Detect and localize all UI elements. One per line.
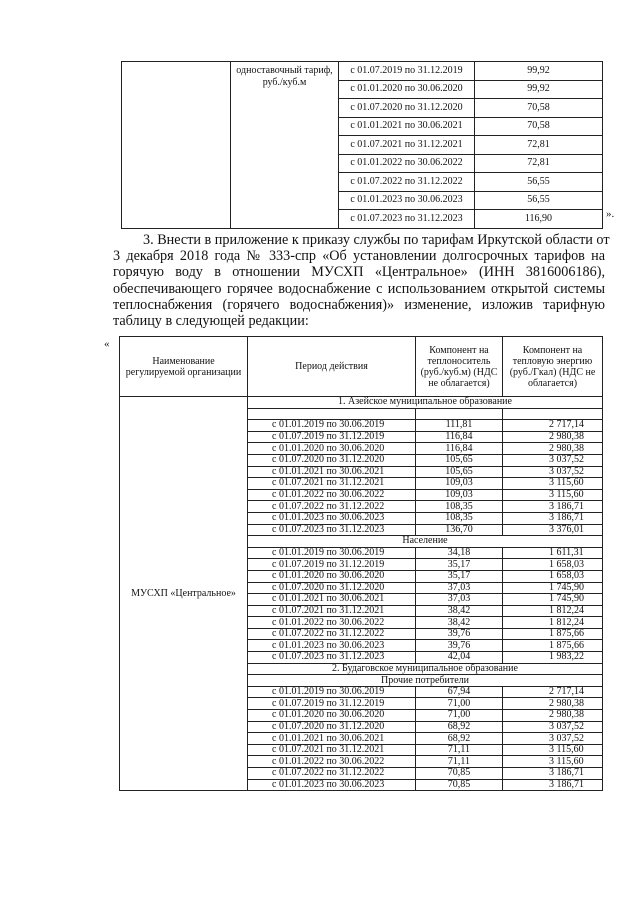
coolant-component-cell: 116,84 [416,431,503,443]
period-cell: с 01.07.2020 по 31.12.2020 [339,99,475,118]
tariff-value-cell: 70,58 [475,99,603,118]
header-comp2: Компонент на тепловую энергию (руб./Гкал) (НДС не облагается) [503,337,603,397]
period-cell: с 01.07.2022 по 31.12.2022 [248,768,416,780]
coolant-component-cell: 38,42 [416,617,503,629]
period-cell: с 01.07.2023 по 31.12.2023 [339,210,475,229]
coolant-component-cell: 71,00 [416,710,503,722]
tariff-value-cell: 72,81 [475,136,603,155]
closing-quote: ». [606,208,615,220]
heat-component-cell: 3 115,60 [503,756,603,768]
period-cell: с 01.07.2020 по 31.12.2020 [248,454,416,466]
heat-component-cell: 2 717,14 [503,420,603,432]
header-period: Период действия [248,337,416,397]
header-row [120,337,603,397]
period-cell: с 01.07.2022 по 31.12.2022 [339,173,475,192]
organization-name: МУСХП «Центральное» [120,397,248,791]
heat-component-cell: 1 745,90 [503,582,603,594]
heat-component-cell: 1 812,24 [503,617,603,629]
coolant-component-cell: 67,94 [416,686,503,698]
period-cell: с 01.07.2022 по 31.12.2022 [248,628,416,640]
heat-component-cell: 1 745,90 [503,594,603,606]
period-cell: с 01.07.2021 по 31.12.2021 [248,744,416,756]
heat-component-cell: 1 875,66 [503,628,603,640]
period-cell: с 01.07.2021 по 31.12.2021 [339,136,475,155]
heat-component-cell: 3 186,71 [503,779,603,791]
heat-component-cell: 2 717,14 [503,686,603,698]
heat-component-cell: 1 611,31 [503,547,603,559]
section-label: Население [248,536,603,548]
paragraph-line: теплоснабжения (горячего водоснабжения)» изменение, изложив тарифную [113,296,605,313]
period-cell: с 01.07.2023 по 31.12.2023 [248,652,416,664]
coolant-component-cell: 68,92 [416,721,503,733]
period-cell: с 01.01.2019 по 30.06.2019 [248,420,416,432]
heat-component-cell: 2 980,38 [503,710,603,722]
coolant-component-cell: 70,85 [416,768,503,780]
coolant-component-cell: 34,18 [416,547,503,559]
tariff-value-cell: 70,58 [475,117,603,136]
period-cell: с 01.01.2019 по 30.06.2019 [248,686,416,698]
period-cell: с 01.07.2020 по 31.12.2020 [248,721,416,733]
period-cell: с 01.07.2023 по 31.12.2023 [248,524,416,536]
heat-component-cell: 3 115,60 [503,478,603,490]
heat-component-cell: 3 037,52 [503,454,603,466]
coolant-component-cell: 136,70 [416,524,503,536]
period-cell: с 01.07.2019 по 31.12.2019 [248,559,416,571]
period-cell: с 01.01.2023 по 30.06.2023 [339,191,475,210]
coolant-component-cell: 37,03 [416,582,503,594]
blank-cell [503,408,603,420]
coolant-component-cell: 71,00 [416,698,503,710]
section-label: 2. Будаговское муниципальное образование [248,663,603,675]
heat-component-cell: 3 186,71 [503,501,603,513]
period-cell: с 01.01.2020 по 30.06.2020 [339,80,475,99]
heat-component-cell: 1 983,22 [503,652,603,664]
coolant-component-cell: 71,11 [416,744,503,756]
paragraph-line: 3. Внести в приложение к приказу службы по тарифам Иркутской области от [143,232,610,248]
period-cell: с 01.01.2021 по 30.06.2021 [339,117,475,136]
heat-component-cell: 3 037,52 [503,721,603,733]
coolant-component-cell: 35,17 [416,570,503,582]
section-row [120,397,603,409]
section-label: Прочие потребители [248,675,603,687]
heat-component-cell: 2 980,38 [503,698,603,710]
paragraph-line: обеспечивающего горячее водоснабжение с использованием открытой системы [113,280,605,297]
period-cell: с 01.01.2023 по 30.06.2023 [248,640,416,652]
tariff-value-cell: 116,90 [475,210,603,229]
heat-component-cell: 3 037,52 [503,733,603,745]
tariff-value-cell: 72,81 [475,154,603,173]
tariff-value-cell: 56,55 [475,173,603,192]
paragraph-line: 3 декабря 2018 года № 333-спр «Об установлении долгосрочных тарифов на [113,248,605,265]
header-org: Наименование регулируемой организации [120,337,248,397]
tariff-value-cell: 99,92 [475,62,603,81]
heat-component-cell: 1 875,66 [503,640,603,652]
blank-cell [248,408,416,420]
period-cell: с 01.01.2020 по 30.06.2020 [248,570,416,582]
coolant-component-cell: 38,42 [416,605,503,617]
header-comp1: Компонент на теплоноситель (руб./куб.м) (НДС не облагается) [416,337,503,397]
period-cell: с 01.07.2019 по 31.12.2019 [339,62,475,81]
period-cell: с 01.01.2021 по 30.06.2021 [248,733,416,745]
heat-component-cell: 2 980,38 [503,431,603,443]
paragraph-line: таблицу в следующей редакции: [113,313,309,330]
period-cell: с 01.01.2020 по 30.06.2020 [248,710,416,722]
period-cell: с 01.01.2023 по 30.06.2023 [248,779,416,791]
period-cell: с 01.07.2021 по 31.12.2021 [248,478,416,490]
heat-component-cell: 1 812,24 [503,605,603,617]
coolant-component-cell: 109,03 [416,489,503,501]
heat-component-cell: 2 980,38 [503,443,603,455]
heat-component-cell: 1 658,03 [503,570,603,582]
heat-component-cell: 3 376,01 [503,524,603,536]
period-cell: с 01.07.2021 по 31.12.2021 [248,605,416,617]
top-tariff-table [121,61,603,229]
coolant-component-cell: 42,04 [416,652,503,664]
main-tariff-table [119,336,603,791]
heat-component-cell: 3 115,60 [503,489,603,501]
coolant-component-cell: 71,11 [416,756,503,768]
tariff-value-cell: 56,55 [475,191,603,210]
heat-component-cell: 3 115,60 [503,744,603,756]
coolant-component-cell: 35,17 [416,559,503,571]
heat-component-cell: 3 186,71 [503,768,603,780]
tariff-value-cell: 99,92 [475,80,603,99]
coolant-component-cell: 109,03 [416,478,503,490]
coolant-component-cell: 39,76 [416,640,503,652]
period-cell: с 01.07.2019 по 31.12.2019 [248,698,416,710]
period-cell: с 01.01.2021 по 30.06.2021 [248,466,416,478]
coolant-component-cell: 108,35 [416,512,503,524]
coolant-component-cell: 39,76 [416,628,503,640]
coolant-component-cell: 68,92 [416,733,503,745]
period-cell: с 01.01.2023 по 30.06.2023 [248,512,416,524]
paragraph-line: горячую воду в отношении МУСХП «Центральное» (ИНН 3816006186), [113,264,605,281]
period-cell: с 01.01.2022 по 30.06.2022 [248,489,416,501]
period-cell: с 01.01.2022 по 30.06.2022 [248,617,416,629]
section-label: 1. Азейское муниципальное образование [248,397,603,409]
period-cell: с 01.01.2020 по 30.06.2020 [248,443,416,455]
heat-component-cell: 3 186,71 [503,512,603,524]
tariff-unit-label: одноставочный тариф, руб./куб.м [231,62,339,229]
coolant-component-cell: 116,84 [416,443,503,455]
coolant-component-cell: 105,65 [416,466,503,478]
top-table-empty-cell [122,62,231,229]
heat-component-cell: 1 658,03 [503,559,603,571]
period-cell: с 01.07.2019 по 31.12.2019 [248,431,416,443]
opening-quote: « [104,338,110,350]
coolant-component-cell: 70,85 [416,779,503,791]
blank-cell [416,408,503,420]
period-cell: с 01.01.2022 по 30.06.2022 [339,154,475,173]
coolant-component-cell: 111,81 [416,420,503,432]
coolant-component-cell: 37,03 [416,594,503,606]
period-cell: с 01.01.2022 по 30.06.2022 [248,756,416,768]
period-cell: с 01.01.2019 по 30.06.2019 [248,547,416,559]
period-cell: с 01.07.2022 по 31.12.2022 [248,501,416,513]
heat-component-cell: 3 037,52 [503,466,603,478]
coolant-component-cell: 108,35 [416,501,503,513]
coolant-component-cell: 105,65 [416,454,503,466]
amendment-paragraph [113,232,610,330]
top-table-row [122,62,603,81]
period-cell: с 01.07.2020 по 31.12.2020 [248,582,416,594]
period-cell: с 01.01.2021 по 30.06.2021 [248,594,416,606]
